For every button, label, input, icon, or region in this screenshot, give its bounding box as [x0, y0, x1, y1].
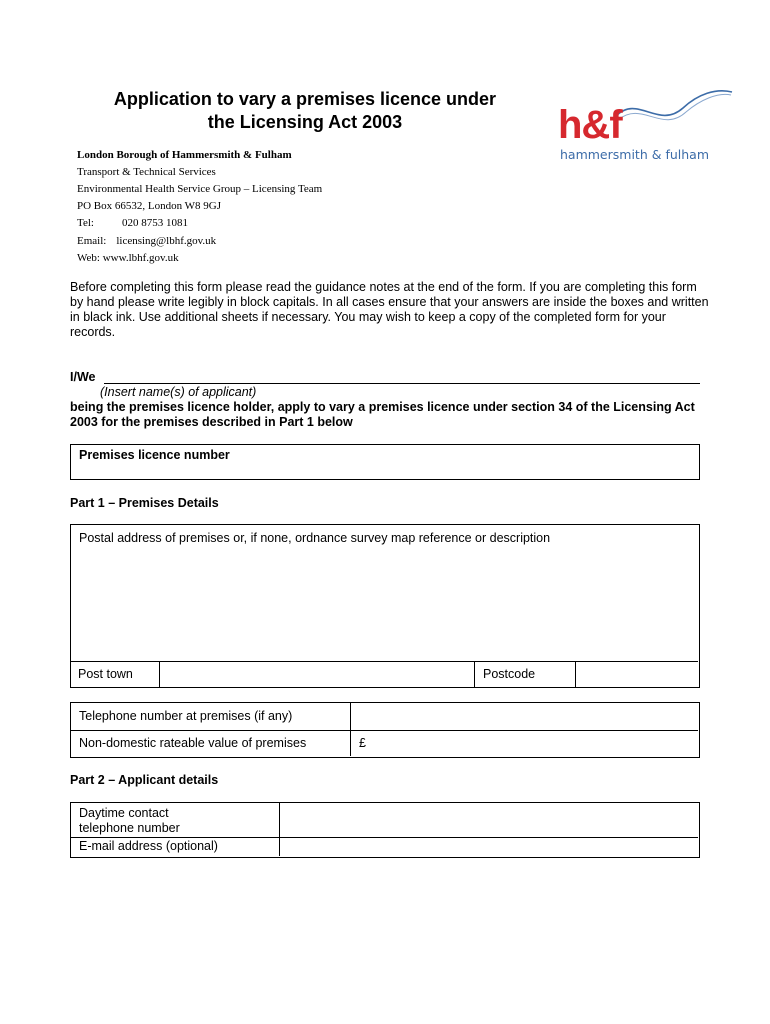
post-town-label-cell [71, 661, 160, 687]
web-label: Web: [77, 252, 100, 264]
telephone-label: Telephone number at premises (if any) [79, 709, 293, 723]
premises-contact-table [70, 702, 700, 758]
postcode-label-cell [475, 661, 576, 687]
applicant-details-table [70, 802, 700, 858]
licence-number-label: Premises licence number [79, 448, 230, 462]
rateable-label-cell [71, 731, 351, 756]
part1-heading: Part 1 – Premises Details [70, 496, 219, 510]
post-town-label: Post town [78, 667, 133, 681]
page-title [70, 88, 540, 134]
email-label: Email: [77, 235, 107, 247]
applicant-statement: being the premises licence holder, apply to vary a premises licence under section 34 of the Licensing Act 2003 for the premises described in Part 1 below [70, 400, 695, 429]
logo-subtitle: hammersmith & fulham [560, 147, 709, 162]
org-name: London Borough of Hammersmith & Fulham [77, 149, 292, 161]
email-input[interactable] [280, 838, 698, 856]
licence-number-field[interactable] [70, 444, 700, 480]
web-value[interactable]: www.lbhf.gov.uk [102, 252, 179, 264]
telephone-input[interactable] [351, 703, 698, 731]
postcode-input[interactable] [576, 661, 698, 687]
daytime-label [79, 806, 180, 836]
rateable-input[interactable] [351, 731, 698, 756]
tel-line [77, 216, 188, 230]
title-line-2: the Licensing Act 2003 [207, 112, 403, 132]
email-value[interactable]: licensing@lbhf.gov.uk [116, 235, 217, 247]
applicant-hint: (Insert name(s) of applicant) [100, 385, 257, 399]
intro-paragraph: Before completing this form please read the guidance notes at the end of the form. If you are completing this form by hand please write legibly in block capitals. In all cases ensure that your answers are inside the boxes and written in black ink. Use additional sheets if necessary. You may wish to keep a copy of the completed form for your records. [70, 280, 709, 339]
email-line [77, 234, 216, 248]
telephone-label-cell [71, 703, 351, 731]
applicant-name-line[interactable] [104, 383, 700, 384]
rateable-label: Non-domestic rateable value of premises [79, 736, 307, 750]
tel-value: 020 8753 1081 [121, 217, 188, 229]
post-town-input[interactable] [160, 661, 475, 687]
po-box: PO Box 66532, London W8 9GJ [77, 200, 222, 212]
postcode-label: Postcode [483, 667, 536, 681]
part2-heading: Part 2 – Applicant details [70, 773, 219, 787]
tel-label: Tel: [77, 217, 94, 229]
applicant-label: I/We [70, 370, 96, 384]
email-optional-label: E-mail address (optional) [79, 839, 218, 853]
title-line-1: Application to vary a premises licence under [113, 89, 497, 109]
team: Environmental Health Service Group – Licensing Team [77, 183, 323, 195]
council-logo [558, 86, 734, 166]
department: Transport & Technical Services [77, 166, 216, 178]
postal-address-label: Postal address of premises or, if none, ordnance survey map reference or description [79, 531, 551, 545]
daytime-label-line-2: telephone number [79, 821, 180, 835]
currency-symbol: £ [359, 736, 366, 750]
daytime-telephone-input[interactable] [280, 803, 698, 838]
web-line [77, 251, 179, 265]
email-label-cell [71, 838, 280, 856]
daytime-label-line-1: Daytime contact [79, 806, 169, 820]
daytime-label-cell [71, 803, 280, 838]
premises-address-box [70, 524, 700, 688]
logo-mark-icon [558, 86, 734, 148]
logo-mark-text: h&f [558, 103, 622, 147]
